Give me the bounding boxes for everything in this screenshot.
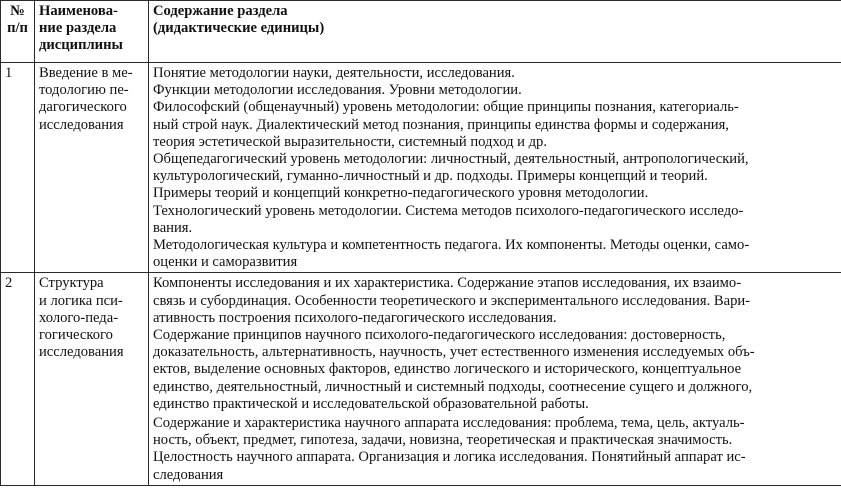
content-line: единство, деятельностный, личностный и системный подходы, соотнесение сущего и должного, [153, 378, 753, 395]
content-paragraph [153, 151, 837, 185]
content-line: Технологический уровень методологии. Система методов психолого-педагогического исследо- [153, 202, 744, 219]
content-line: ативность построения психолого-педагогического исследования. [153, 309, 557, 326]
section-name-line: и логика пси- [39, 292, 123, 309]
section-name-line: холого-педа- [39, 309, 119, 326]
content-line: культурологический, гуманно-личностный и др. подходы. Примеры концепций и теорий. [153, 168, 708, 185]
content-line: доказательность, альтернативность, научность, учет естественного изменения исследуемых объ- [153, 344, 755, 361]
section-name-line: Структура [39, 275, 104, 292]
content-line: Функции методологии исследования. Уровни методологии. [153, 82, 522, 99]
table-row [1, 273, 841, 485]
content-line: связь и субординация. Особенности теоретического и экспериментального исследования. Вари- [153, 292, 751, 309]
content-line: Целостность научного аппарата. Организация и логика исследования. Понятийный аппарат ис- [153, 449, 746, 466]
content-paragraph [153, 449, 837, 483]
content-line: оценки и саморазвития [153, 254, 298, 271]
content-paragraph [153, 185, 837, 202]
section-content [149, 273, 841, 485]
content-paragraph [153, 99, 837, 151]
section-name-line: гогического [39, 327, 113, 344]
content-line: теория эстетической выразительности, системный подход и др. [153, 133, 547, 150]
content-paragraph [153, 82, 837, 99]
content-line: Содержание принципов научного психолого-педагогического исследования: достоверность, [153, 327, 726, 344]
content-paragraph [153, 275, 837, 327]
content-line: следования [153, 466, 224, 483]
content-line: Методологическая культура и компетентность педагога. Их компоненты. Методы оценки, само- [153, 237, 750, 254]
section-name-line: дагогического [39, 99, 127, 116]
content-paragraph [153, 415, 837, 449]
content-line: Философский (общенаучный) уровень методологии: общие принципы познания, категориаль- [153, 99, 739, 116]
content-line: Примеры теорий и концепций конкретно-педагогического уровня методологии. [153, 185, 649, 202]
content-line: ность, объект, предмет, гипотеза, задачи, новизна, теоретическая и практическая значимость. [153, 432, 733, 449]
content-line: вания. [153, 219, 193, 236]
table-row [1, 63, 841, 273]
header-num: № п/п [1, 1, 35, 63]
content-paragraph [153, 65, 837, 82]
content-paragraph [153, 203, 837, 237]
content-line: единство практической и исследовательской образовательной работы. [153, 395, 589, 412]
header-section-content: Содержание раздела (дидактические единицы) [149, 1, 841, 63]
section-name-line: исследования [39, 116, 124, 133]
content-paragraph [153, 327, 837, 413]
content-line: Компоненты исследования и их характеристика. Содержание этапов исследования, их взаимо- [153, 275, 742, 292]
row-number: 1 [1, 63, 35, 273]
row-number: 2 [1, 273, 35, 485]
content-line: Понятие методологии науки, деятельности, исследования. [153, 65, 515, 81]
section-name-line: Введение в ме- [39, 65, 133, 81]
section-name-line: тодологию пе- [39, 82, 129, 99]
content-line: ектов, выделение основных факторов, единство логического и исторического, концептуальное [153, 361, 742, 378]
content-line: Общепедагогический уровень методологии: личностный, деятельностный, антропологический, [153, 151, 749, 168]
section-content [149, 63, 841, 273]
header-row [1, 1, 841, 63]
section-name-line: исследования [39, 344, 124, 361]
content-paragraph [153, 237, 837, 271]
content-line: Содержание и характеристика научного аппарата исследования: проблема, тема, цель, актуаль- [153, 415, 745, 432]
content-line: ный строй наук. Диалектический метод познания, принципы единства формы и содержания, [153, 116, 729, 133]
section-name [35, 273, 149, 485]
header-section-name: Наименова- ние раздела дисциплины [35, 1, 149, 63]
section-name [35, 63, 149, 273]
